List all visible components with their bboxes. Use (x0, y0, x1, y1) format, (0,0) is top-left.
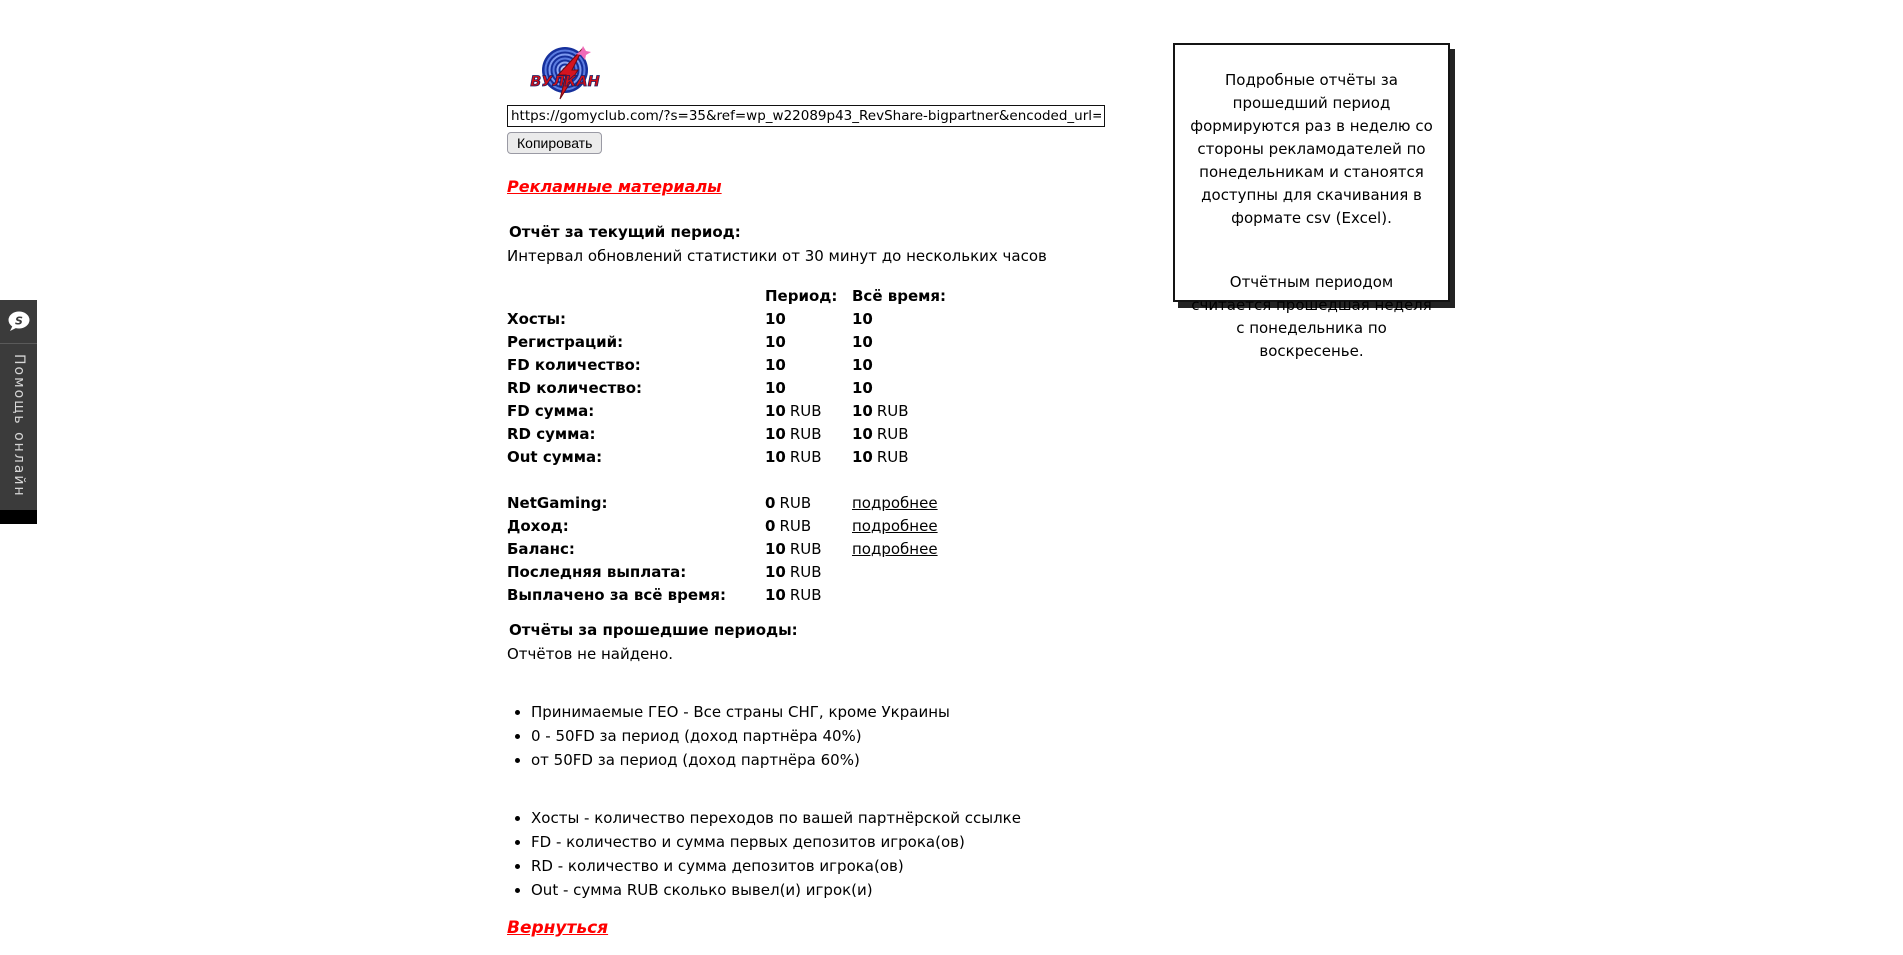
main-content (507, 45, 1117, 938)
table-row-fd-sum (507, 400, 1117, 423)
row-label: Выплачено за всё время: (507, 586, 726, 604)
alltime-cell (852, 561, 1002, 584)
terms-definitions-list (507, 806, 1117, 902)
details-link[interactable]: подробнее (852, 517, 938, 535)
weekly-reports-info-box (1173, 43, 1450, 360)
table-row-rd-count (507, 377, 1117, 400)
geo-conditions-list (507, 700, 1117, 772)
past-reports-empty: Отчётов не найдено. (507, 645, 674, 663)
table-row-total-paid (507, 584, 1117, 607)
header-spacer (507, 285, 765, 308)
chat-widget-footer (0, 510, 37, 524)
chat-bubble-icon (7, 311, 31, 333)
period-cell: 10 RUB (765, 563, 822, 581)
details-link[interactable]: подробнее (852, 540, 938, 558)
alltime-cell: 10 RUB (852, 425, 909, 443)
row-label: Баланс: (507, 540, 575, 558)
referral-url-input[interactable] (507, 105, 1105, 127)
row-label: RD сумма: (507, 425, 596, 443)
table-row-balance (507, 538, 1117, 561)
alltime-cell (852, 584, 1002, 607)
table-row-fd-count (507, 354, 1117, 377)
stats-table (507, 285, 1117, 607)
row-label: Регистраций: (507, 333, 624, 351)
promo-materials-link[interactable]: Рекламные материалы (507, 177, 722, 196)
row-label: NetGaming: (507, 494, 608, 512)
alltime-cell: 10 (852, 356, 873, 374)
period-cell: 0 RUB (765, 517, 812, 535)
table-row-registrations (507, 331, 1117, 354)
table-row-income (507, 515, 1117, 538)
table-row-out-sum (507, 446, 1117, 469)
period-cell: 10 RUB (765, 448, 822, 466)
column-period: Период: (765, 287, 838, 305)
current-report-title: Отчёт за текущий период: (509, 223, 741, 241)
list-item: • Out - сумма RUB сколько вывел(и) игрок(и) (531, 878, 1117, 902)
table-row-last-payout (507, 561, 1117, 584)
period-cell: 10 RUB (765, 425, 822, 443)
list-item: • RD - количество и сумма депозитов игрока(ов) (531, 854, 1117, 878)
alltime-cell: 10 (852, 379, 873, 397)
table-row-hosts (507, 308, 1117, 331)
period-cell: 10 RUB (765, 540, 822, 558)
back-link[interactable]: Вернуться (507, 918, 609, 938)
alltime-cell (852, 492, 1002, 515)
row-label: FD сумма: (507, 402, 595, 420)
row-label: FD количество: (507, 356, 641, 374)
row-label: Последняя выплата: (507, 563, 687, 581)
list-item: • от 50FD за период (доход партнёра 60%) (531, 748, 1117, 772)
period-cell: 10 RUB (765, 402, 822, 420)
table-header-row (507, 285, 1117, 308)
alltime-cell: 10 (852, 333, 873, 351)
period-cell: 10 (765, 379, 786, 397)
period-cell: 10 (765, 333, 786, 351)
period-cell: 10 (765, 356, 786, 374)
alltime-cell (852, 515, 1002, 538)
alltime-cell: 10 (852, 310, 873, 328)
alltime-cell: 10 RUB (852, 402, 909, 420)
period-cell: 0 RUB (765, 494, 812, 512)
svg-text:S: S (14, 314, 23, 327)
past-reports-title: Отчёты за прошедшие периоды: (509, 621, 798, 639)
list-item: • Принимаемые ГЕО - Все страны СНГ, кроме Украины (531, 700, 1117, 724)
row-label: Out сумма: (507, 448, 603, 466)
period-cell: 10 (765, 310, 786, 328)
column-alltime: Всё время: (852, 287, 947, 305)
row-label: RD количество: (507, 379, 643, 397)
logo-text: ВУЛКАН (530, 74, 600, 90)
period-cell: 10 RUB (765, 586, 822, 604)
list-item: • FD - количество и сумма первых депозитов игрока(ов) (531, 830, 1117, 854)
chat-label-area (0, 344, 37, 509)
table-row-netgaming (507, 492, 1117, 515)
update-interval-note: Интервал обновлений статистики от 30 минут до нескольких часов (507, 247, 1047, 265)
chat-open-button[interactable] (0, 300, 37, 344)
copy-button[interactable]: Копировать (507, 132, 602, 154)
alltime-cell: 10 RUB (852, 448, 909, 466)
list-item: • Хосты - количество переходов по вашей партнёрской ссылке (531, 806, 1117, 830)
vulkan-logo[interactable] (528, 45, 604, 102)
table-row-rd-sum (507, 423, 1117, 446)
row-label: Доход: (507, 517, 569, 535)
chat-widget-label: Помощь онлайн (11, 354, 27, 498)
row-label: Хосты: (507, 310, 567, 328)
list-item: • 0 - 50FD за период (доход партнёра 40%) (531, 724, 1117, 748)
info-paragraph-1: Подробные отчёты за прошедший период формируются раз в неделю со стороны рекламодателей по понедельникам и станоятся доступны для скачивания в формате csv (Excel). (1190, 71, 1433, 227)
chat-widget[interactable] (0, 300, 37, 510)
details-link[interactable]: подробнее (852, 494, 938, 512)
info-paragraph-2: Отчётным периодом считается прошедшая неделя с понедельника по воскресенье. (1191, 273, 1432, 360)
alltime-cell (852, 538, 1002, 561)
table-spacer (507, 469, 1117, 492)
